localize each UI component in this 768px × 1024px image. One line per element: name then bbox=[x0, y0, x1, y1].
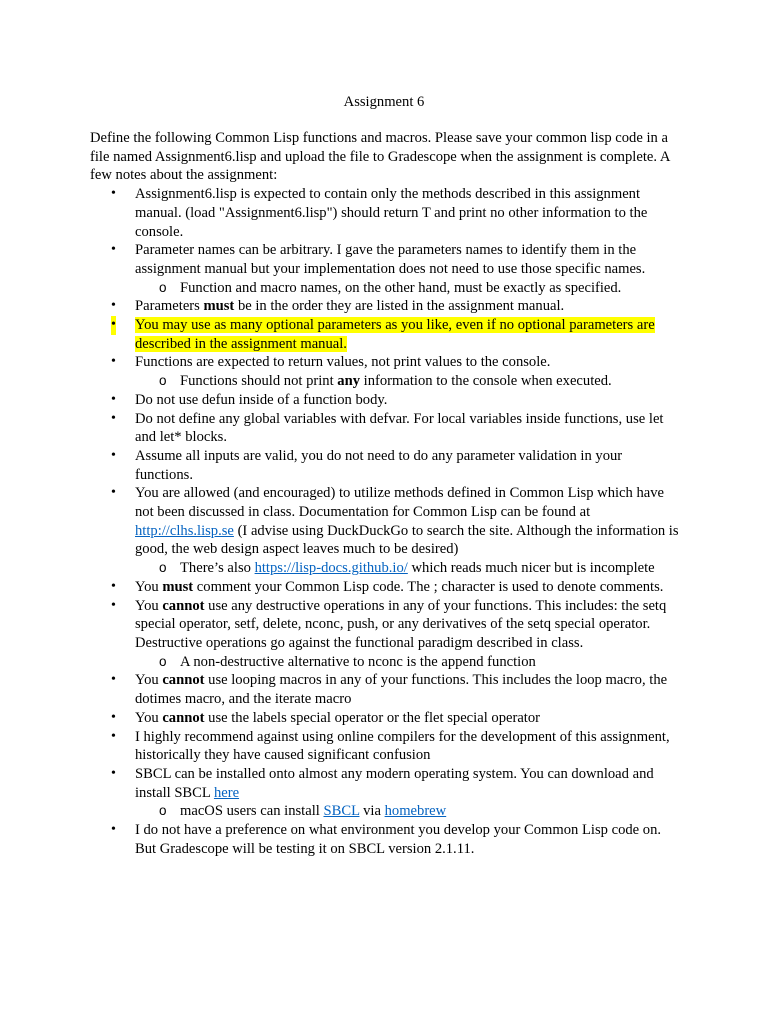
bullet-icon: • bbox=[111, 410, 116, 426]
list-item bbox=[90, 353, 680, 390]
list-item bbox=[90, 297, 680, 316]
sub-list-item-text: information to the console when executed. bbox=[360, 373, 612, 390]
sub-list bbox=[135, 559, 680, 578]
emphasis-text: any bbox=[337, 373, 361, 390]
list-item-text: I highly recommend against using online compilers for the development of this assignment, historically they have caused significant confusion bbox=[135, 728, 670, 764]
list-item bbox=[90, 597, 680, 672]
document-body bbox=[90, 129, 680, 858]
sub-bullet-icon: o bbox=[159, 279, 167, 295]
sub-list-item bbox=[135, 802, 680, 821]
list-item-text: comment your Common Lisp code. The ; character is used to denote comments. bbox=[193, 578, 664, 595]
list-item bbox=[90, 728, 680, 765]
bullet-icon: • bbox=[111, 298, 116, 314]
bullet-icon: • bbox=[111, 242, 116, 258]
list-item bbox=[90, 821, 680, 858]
clhs-link[interactable]: http://clhs.lisp.se bbox=[135, 522, 234, 539]
list-item-text: Parameters bbox=[135, 298, 204, 315]
emphasis-text: must bbox=[162, 578, 194, 595]
sub-bullet-icon: o bbox=[159, 560, 167, 576]
list-item bbox=[90, 185, 680, 241]
sub-list bbox=[135, 653, 680, 672]
emphasis-text: cannot bbox=[162, 709, 205, 726]
list-item-text: Functions are expected to return values, not print values to the console. bbox=[135, 354, 551, 371]
list-item-text: You bbox=[135, 709, 163, 726]
bullet-icon: • bbox=[111, 447, 116, 463]
emphasis-text: must bbox=[203, 298, 235, 315]
sub-list-item bbox=[135, 653, 680, 672]
list-item bbox=[90, 241, 680, 297]
bullet-icon: • bbox=[111, 578, 116, 594]
list-item-text: Do not define any global variables with defvar. For local variables inside functions, use let and let* blocks. bbox=[135, 410, 664, 446]
list-item bbox=[90, 391, 680, 410]
bullet-icon: • bbox=[111, 728, 116, 744]
list-item-text: (I advise using DuckDuckGo to search the site. Although the information is good, the web design aspect leaves much to be desired) bbox=[135, 522, 679, 558]
homebrew-link[interactable]: homebrew bbox=[384, 803, 447, 820]
list-item-text: Assume all inputs are valid, you do not need to do any parameter validation in your functions. bbox=[135, 447, 623, 483]
list-item bbox=[90, 709, 680, 728]
bullet-icon: • bbox=[111, 709, 116, 725]
bullet-icon: • bbox=[111, 597, 116, 613]
list-item-text: use any destructive operations in any of your functions. This includes: the setq special operator, setf, delete, nconc, push, or any derivatives of the setq special operator. Destructive operations go against the functional paradigm described in class. bbox=[135, 597, 667, 651]
list-item bbox=[90, 578, 680, 597]
list-item-text: SBCL can be installed onto almost any modern operating system. You can download and install SBCL bbox=[135, 765, 654, 801]
sub-list-item bbox=[135, 559, 680, 578]
list-item-text: Parameter names can be arbitrary. I gave the parameters names to identify them in the assignment manual but your implementation does not need to use those specific names. bbox=[135, 242, 646, 277]
list-item bbox=[90, 410, 680, 447]
sub-list bbox=[135, 279, 680, 298]
bullet-icon: • bbox=[111, 391, 116, 407]
list-item-text: I do not have a preference on what environment you develop your Common Lisp code on. But Gradescope will be testing it on SBCL version 2.1.11. bbox=[135, 822, 662, 857]
highlighted-text: You may use as many optional parameters as you like, even if no optional parameters are described in the assignment manual. bbox=[135, 317, 655, 352]
list-item-text: be in the order they are listed in the assignment manual. bbox=[234, 298, 565, 315]
list-item bbox=[90, 765, 680, 821]
list-item bbox=[90, 447, 680, 484]
document-title: Assignment 6 bbox=[343, 94, 425, 110]
bullet-icon: • bbox=[111, 672, 116, 688]
sub-list bbox=[135, 802, 680, 821]
list-item bbox=[90, 671, 680, 708]
sub-list-item-text: which reads much nicer but is incomplete bbox=[407, 560, 655, 577]
intro-paragraph: Define the following Common Lisp functions and macros. Please save your common lisp code in a file named Assignment6.lisp and upload the file to Gradescope when the assignment is complete. A few notes about the assignment: bbox=[90, 130, 670, 184]
sbcl-link[interactable]: SBCL bbox=[323, 803, 360, 820]
sub-list-item bbox=[135, 372, 680, 391]
sub-bullet-icon: o bbox=[159, 373, 167, 389]
bullet-icon: • bbox=[111, 316, 116, 335]
sub-list bbox=[135, 372, 680, 391]
list-item-text: You bbox=[135, 597, 163, 614]
list-item-highlighted bbox=[90, 316, 680, 353]
emphasis-text: cannot bbox=[162, 597, 205, 614]
list-item-text: You bbox=[135, 672, 163, 689]
bullet-icon: • bbox=[111, 765, 116, 781]
sub-bullet-icon: o bbox=[159, 803, 167, 819]
sub-bullet-icon: o bbox=[159, 653, 167, 669]
sub-list-item-text: Functions should not print bbox=[180, 373, 338, 390]
list-item-text: use the labels special operator or the flet special operator bbox=[204, 709, 541, 726]
sub-list-item-text: Function and macro names, on the other hand, must be exactly as specified. bbox=[180, 279, 622, 296]
bullet-icon: • bbox=[111, 354, 116, 370]
lisp-docs-link[interactable]: https://lisp-docs.github.io/ bbox=[254, 560, 408, 577]
sub-list-item-text: There’s also bbox=[180, 560, 255, 577]
sbcl-download-link[interactable]: here bbox=[213, 784, 240, 801]
list-item-text: use looping macros in any of your functions. This includes the loop macro, the dotimes macro, and the iterate macro bbox=[135, 672, 668, 708]
sub-list-item bbox=[135, 279, 680, 298]
sub-list-item-text: macOS users can install bbox=[180, 803, 324, 820]
list-item-text: You bbox=[135, 578, 163, 595]
bullet-icon: • bbox=[111, 186, 116, 202]
list-item-text: Assignment6.lisp is expected to contain only the methods described in this assignment manual. (load "Assignment6.lisp") should return T and print no other information to the console. bbox=[135, 186, 648, 240]
emphasis-text: cannot bbox=[162, 672, 205, 689]
bullet-icon: • bbox=[111, 822, 116, 838]
sub-list-item-text: A non-destructive alternative to nconc is the append function bbox=[180, 653, 536, 670]
list-item-text: Do not use defun inside of a function body. bbox=[135, 391, 388, 408]
list-item bbox=[90, 484, 680, 578]
list-item-text: You are allowed (and encouraged) to utilize methods defined in Common Lisp which have not been discussed in class. Documentation for Common Lisp can be found at bbox=[135, 485, 665, 521]
notes-list bbox=[90, 185, 680, 858]
sub-list-item-text: via bbox=[359, 803, 385, 820]
bullet-icon: • bbox=[111, 485, 116, 501]
